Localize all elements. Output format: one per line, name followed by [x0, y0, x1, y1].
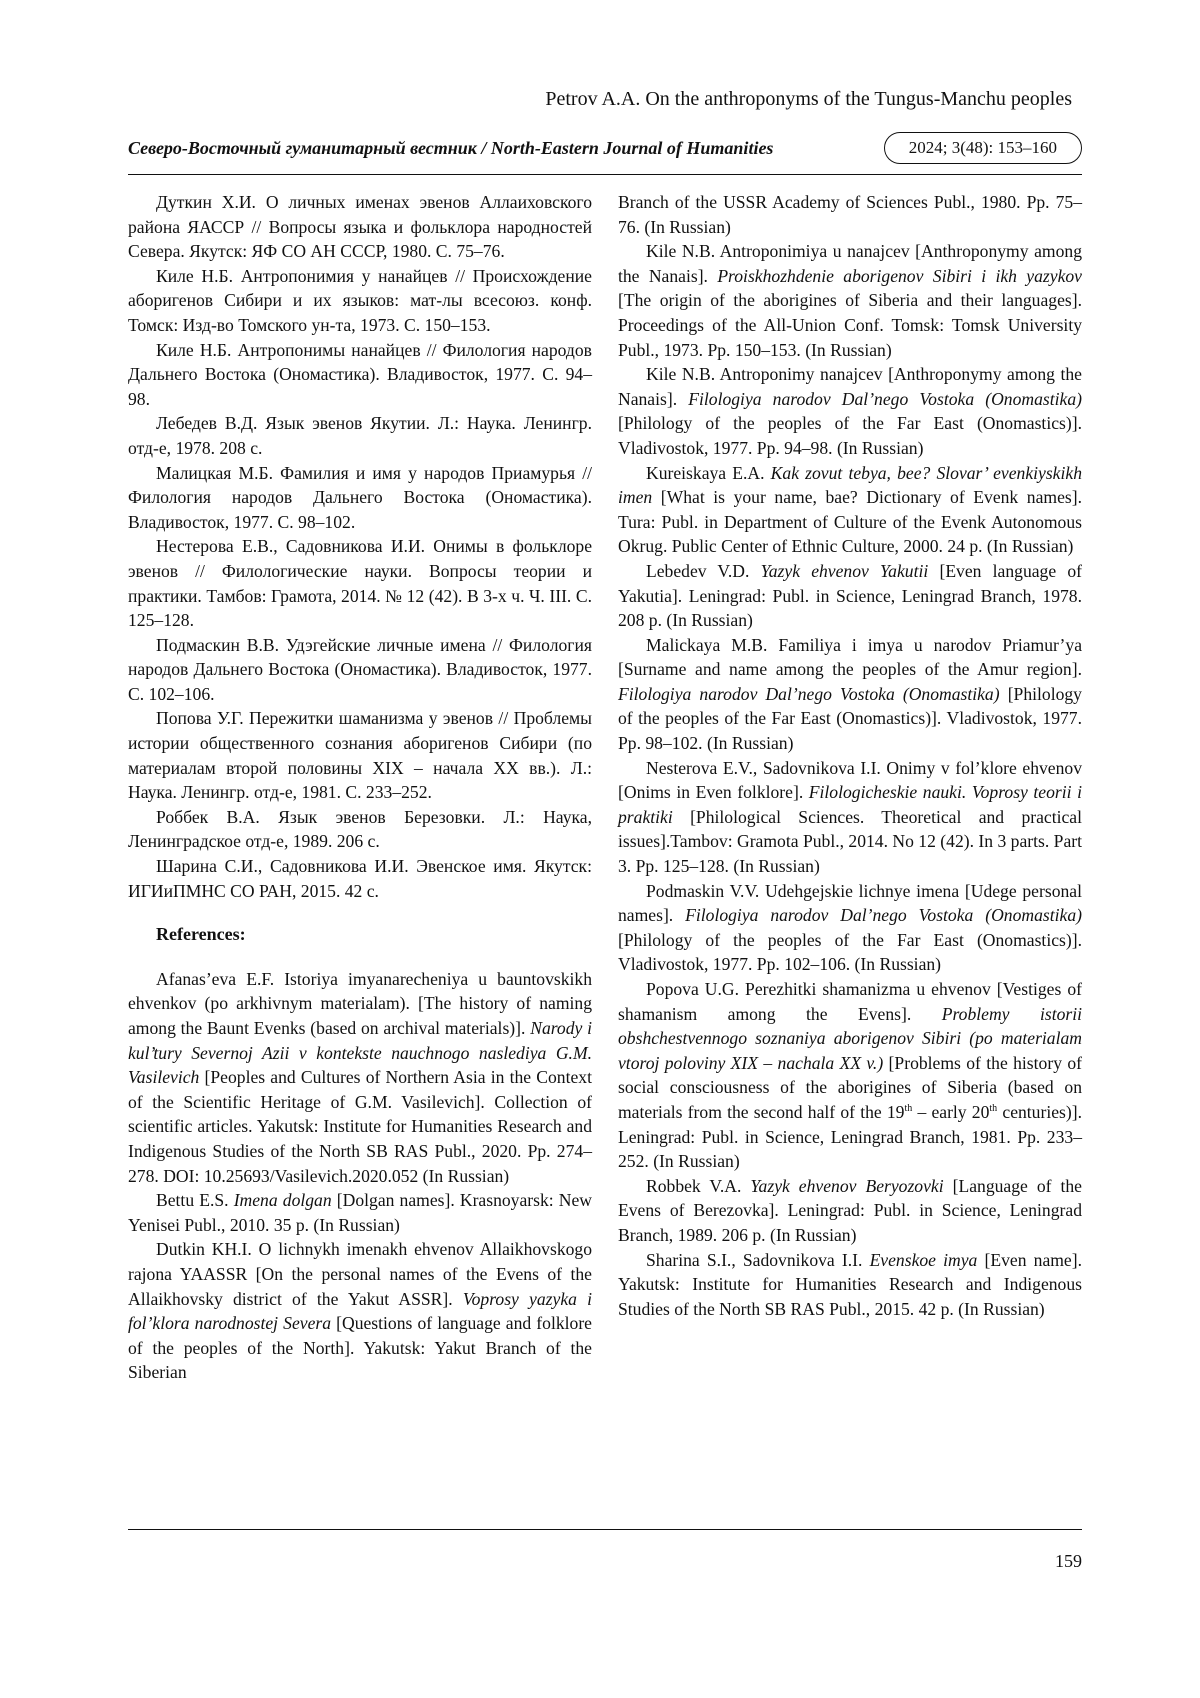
ru-reference: Киле Н.Б. Антропонимы нанайцев // Филология народов Дальнего Востока (Ономастика). Владивосток, 1977. С. 94–98.: [128, 339, 592, 409]
journal-header: [128, 132, 1082, 166]
ru-reference: Шарина С.И., Садовникова И.И. Эвенское имя. Якутск: ИГИиПМНС СО РАН, 2015. 42 с.: [128, 856, 592, 901]
ru-reference: Роббек В.А. Язык эвенов Березовки. Л.: Наука, Ленинградское отд-е, 1989. 206 с.: [128, 806, 592, 852]
ru-reference: Киле Н.Б. Антропонимия у нанайцев // Происхождение аборигенов Сибири и их языков: мат-лы всесоюз. конф. Томск: Изд-во Томского ун-та, 1973. С. 150–153.: [128, 265, 592, 335]
en-reference: Bettu E.S. Imena dolgan [Dolgan names]. Krasnoyarsk: New Yenisei Publ., 2010. 35 p. (In Russian): [128, 1190, 593, 1235]
running-title: Petrov A.A. On the anthroponyms of the Tungus-Manchu peoples: [545, 88, 1072, 110]
en-reference: Sharina S.I., Sadovnikova I.I. Evenskoe imya [Even name]. Yakutsk: Institute for Humanities Research and Indigenous Studies of the North SB RAS Publ., 2015. 42 p. (In Russian): [618, 1249, 1083, 1319]
ru-reference: Дуткин Х.И. О личных именах эвенов Аллаиховского района ЯАССР // Вопросы языка и фольклора народностей Севера. Якутск: ЯФ СО АН СССР, 1980. С. 75–76.: [128, 192, 592, 262]
en-reference: Kile N.B. Antroponimy nanajcev [Anthroponymy among the Nanais]. Filologiya narodov Dal’nego Vostoka (Onomastika) [Philology of the peoples of the Far East (Onomastics)]. Vladivostok, 1977. Pp. 94–98. (In Russian): [618, 364, 1082, 458]
issue-badge: 2024; 3(48): 153–160: [884, 132, 1082, 164]
en-reference: Afanas’eva E.F. Istoriya imyanarecheniya u bauntovskikh ehvenkov (po arkhivnym materialam). [The history of naming among the Baunt Evenks (based on archival materials)]. Narody i kul’tury Severnoj Azii v kontekste nauchnogo naslediya G.M. Vasilevich [Peoples and Cultures of Northern Asia in the Context of the Scientific Heritage of G.M. Vasilevich]. Collection of scientific articles. Yakutsk: Institute for Humanities Research and Indigenous Studies of the North SB RAS Publ., 2020. Pp. 274–278. DOI: 10.25693/Vasilevich.2020.052 (In Russian): [128, 968, 592, 1186]
ru-reference: Попова У.Г. Пережитки шаманизма у эвенов // Проблемы истории общественного сознания аборигенов Сибири (по материалам второй половины XIX – начала XX вв.). Л.: Наука. Ленингр. отд-е, 1981. С. 233–252.: [128, 708, 592, 803]
right-column: [618, 190, 1082, 1321]
en-reference: Podmaskin V.V. Udehgejskie lichnye imena [Udege personal names]. Filologiya narodov Dal’nego Vostoka (Onomastika) [Philology of the peoples of the Far East (Onomastics)]. Vladivostok, 1977. Pp. 102–106. (In Russian): [618, 880, 1082, 975]
ru-reference: Малицкая М.Б. Фамилия и имя у народов Приамурья // Филология народов Дальнего Востока (Ономастика). Владивосток, 1977. С. 98–102.: [128, 462, 592, 532]
en-reference: Kureiskaya E.A. Kak zovut tebya, bee? Slovar’ evenkiyskikh imen [What is your name, bae? Dictionary of Evenk names]. Tura: Publ. in Department of Culture of the Evenk Autonomous Okrug. Public Center of Ethnic Culture, 2000. 24 p. (In Russian): [618, 462, 1082, 557]
journal-title: Северо-Восточный гуманитарный вестник / North-Eastern Journal of Humanities: [128, 138, 774, 158]
references-heading: References:: [156, 924, 246, 945]
ru-reference: Лебедев В.Д. Язык эвенов Якутии. Л.: Наука. Ленингр. отд-е, 1978. 208 с.: [128, 413, 592, 458]
header-divider: [128, 174, 1082, 175]
en-reference: Dutkin KH.I. O lichnykh imenakh ehvenov Allaikhovskogo rajona YAASSR [On the personal names of the Evens of the Allaikhovsky district of the Yakut ASSR]. Voprosy yazyka i fol’klora narodnostej Severa [Questions of language and folklore of the peoples of the North]. Yakutsk: Yakut Branch of the Siberian: [128, 1239, 592, 1383]
en-reference: Nesterova E.V., Sadovnikova I.I. Onimy v fol’klore ehvenov [Onims in Even folklore]. Filologicheskie nauki. Voprosy teorii i praktiki [Philological Sciences. Theoretical and practical issues].Tambov: Gramota Publ., 2014. No 12 (42). In 3 parts. Part 3. Pp. 125–128. (In Russian): [618, 757, 1082, 877]
left-column: [128, 190, 592, 1385]
footer-divider: [128, 1529, 1082, 1530]
ru-reference: Подмаскин В.В. Удэгейские личные имена // Филология народов Дальнего Востока (Ономастика). Владивосток, 1977. С. 102–106.: [128, 634, 592, 704]
page-number: 159: [1055, 1551, 1082, 1571]
en-reference: Lebedev V.D. Yazyk ehvenov Yakutii [Even language of Yakutia]. Leningrad: Publ. in Science, Leningrad Branch, 1978. 208 p. (In Russian): [618, 560, 1083, 631]
en-reference: Robbek V.A. Yazyk ehvenov Beryozovki [Language of the Evens of Berezovka]. Leningrad: Publ. in Science, Leningrad Branch, 1989. 206 p. (In Russian): [618, 1175, 1082, 1245]
en-reference-continuation: Branch of the USSR Academy of Sciences Publ., 1980. Pp. 75–76. (In Russian): [618, 192, 1082, 237]
en-reference: Malickaya M.B. Familiya i imya u narodov Priamur’ya [Surname and name among the peoples of the Amur region]. Filologiya narodov Dal’nego Vostoka (Onomastika) [Philology of the peoples of the Far East (Onomastics)]. Vladivostok, 1977. Pp. 98–102. (In Russian): [618, 634, 1082, 754]
en-reference: Popova U.G. Perezhitki shamanizma u ehvenov [Vestiges of shamanism among the Evens]. Problemy istorii obshchestvennogo soznaniya aborigenov Sibiri (po materialam vtoroj poloviny XIX – nachala XX v.) [Problems of the history of social consciousness of the aborigines of Siberia (based on materials from the second half of the 19th – early 20th centuries)]. Leningrad: Publ. in Science, Leningrad Branch, 1981. Pp. 233–252. (In Russian): [618, 979, 1083, 1172]
ru-reference: Нестерова Е.В., Садовникова И.И. Онимы в фольклоре эвенов // Филологические науки. Вопросы теории и практики. Тамбов: Грамота, 2014. № 12 (42). В 3-х ч. Ч. III. С. 125–128.: [128, 536, 592, 631]
en-reference: Kile N.B. Antroponimiya u nanajcev [Anthroponymy among the Nanais]. Proiskhozhdenie aborigenov Sibiri i ikh yazykov [The origin of the aborigines of Siberia and their languages]. Proceedings of the All-Union Conf. Tomsk: Tomsk University Publ., 1973. Pp. 150–153. (In Russian): [618, 241, 1082, 360]
